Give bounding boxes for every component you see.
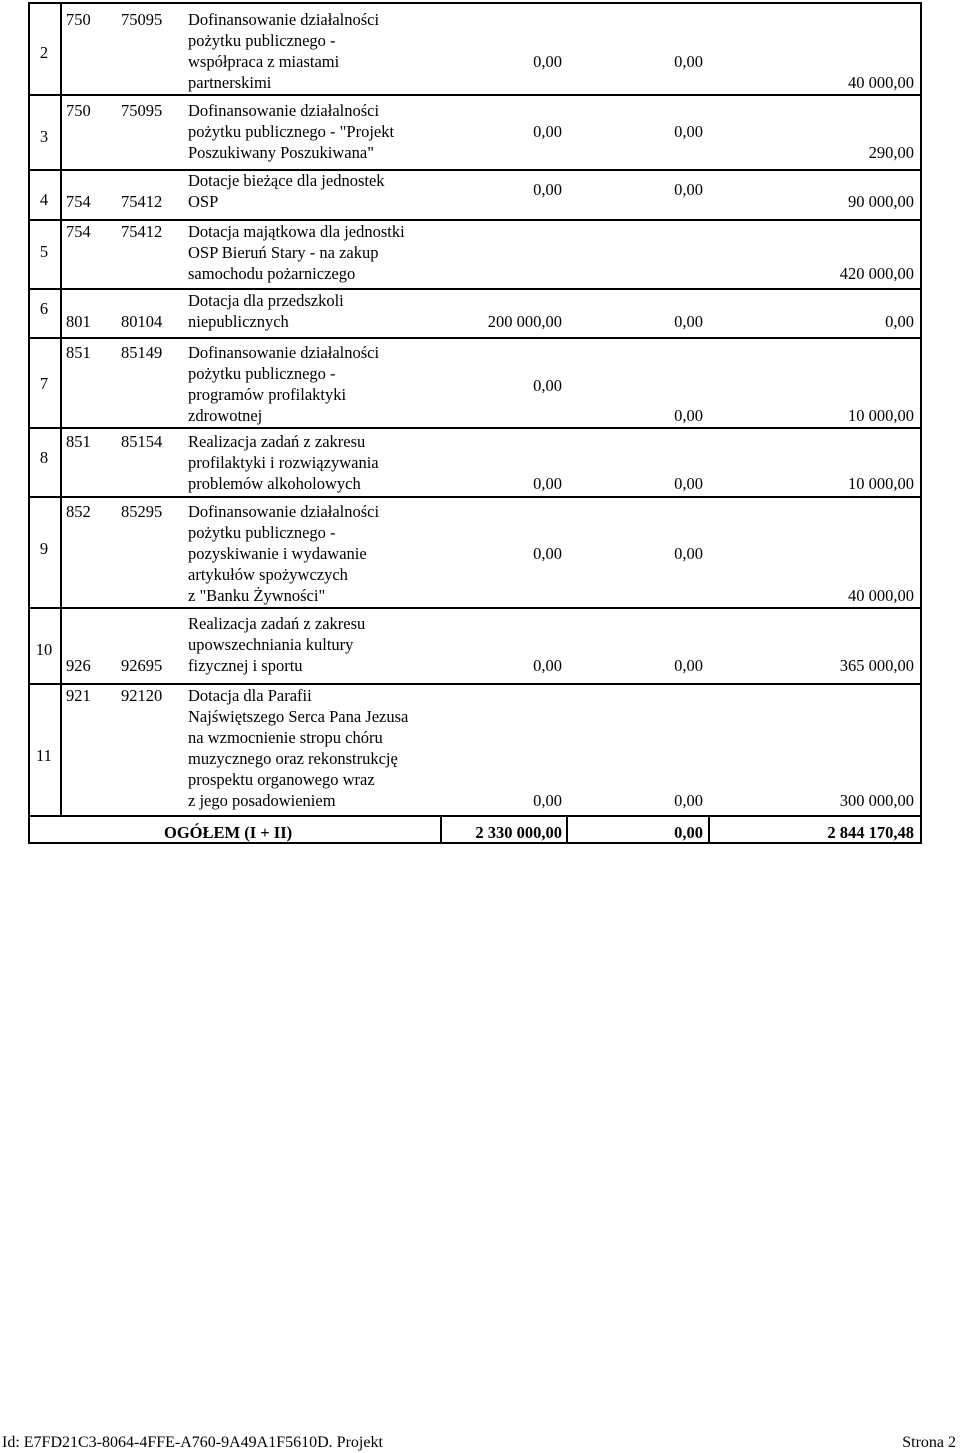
description-line: Dotacja dla przedszkoli (188, 291, 344, 310)
description-line: programów profilaktyki (188, 385, 347, 404)
description-line: z "Banku Żywności" (188, 586, 326, 605)
row-number: 7 (39, 374, 49, 393)
description-line: pożytku publicznego - (188, 31, 336, 50)
row-number: 3 (39, 127, 49, 146)
section-code: 852 (66, 502, 91, 521)
description-line: pożytku publicznego - (188, 523, 336, 542)
chapter-code: 75412 (121, 192, 163, 211)
description-line: prospektu organowego wraz (188, 770, 375, 789)
section-code: 851 (66, 432, 91, 451)
description-line: zdrowotnej (188, 406, 263, 425)
section-code: 754 (66, 192, 91, 211)
description-line: profilaktyki i rozwiązywania (188, 453, 379, 472)
row-number: 6 (39, 299, 49, 318)
row-number: 8 (39, 448, 49, 467)
description-line: problemów alkoholowych (188, 474, 361, 493)
row-number: 9 (39, 539, 49, 558)
description-line: Dotacja majątkowa dla jednostki (188, 222, 405, 241)
value-3: 10 000,00 (848, 474, 914, 493)
description-line: pozyskiwanie i wydawanie (188, 544, 367, 563)
section-code: 851 (66, 343, 91, 362)
description-line: fizycznej i sportu (188, 656, 303, 675)
description-line: pożytku publicznego - "Projekt (188, 122, 395, 141)
total-label: OGÓŁEM (I + II) (164, 823, 293, 842)
value-1: 0,00 (533, 656, 562, 675)
description-line: współpraca z miastami (188, 52, 340, 71)
section-code: 750 (66, 10, 91, 29)
row-number: 11 (36, 746, 52, 765)
value-1: 0,00 (533, 791, 562, 810)
description-line: upowszechniania kultury (188, 635, 354, 654)
section-code: 801 (66, 312, 91, 331)
description-line: Dofinansowanie działalności (188, 10, 380, 29)
value-1: 0,00 (533, 474, 562, 493)
description-line: muzycznego oraz rekonstrukcję (188, 749, 398, 768)
value-3: 300 000,00 (839, 791, 914, 810)
description-line: na wzmocnienie stropu chóru (188, 728, 383, 747)
value-3: 365 000,00 (839, 656, 914, 675)
chapter-code: 85149 (121, 343, 163, 362)
row-border (28, 815, 920, 817)
value-1: 0,00 (533, 52, 562, 71)
value-3: 90 000,00 (848, 192, 914, 211)
chapter-code: 92695 (121, 656, 163, 675)
chapter-code: 80104 (121, 312, 163, 331)
value-3: 0,00 (885, 312, 914, 331)
total-value-2: 0,00 (674, 823, 703, 842)
description-line: samochodu pożarniczego (188, 264, 356, 283)
section-code: 926 (66, 656, 91, 675)
value-2: 0,00 (674, 544, 703, 563)
value-1: 0,00 (533, 544, 562, 563)
value-2: 0,00 (674, 656, 703, 675)
document-id: Id: E7FD21C3-8064-4FFE-A760-9A49A1F5610D. Projekt (2, 1434, 383, 1451)
row-border (28, 427, 920, 429)
description-line: Realizacja zadań z zakresu (188, 432, 366, 451)
chapter-code: 85154 (121, 432, 163, 451)
total-value-1: 2 330 000,00 (475, 823, 562, 842)
description-line: Dofinansowanie działalności (188, 343, 380, 362)
row-border (28, 607, 920, 609)
row-border (28, 337, 920, 339)
section-code: 754 (66, 222, 91, 241)
description-line: Dofinansowanie działalności (188, 502, 380, 521)
row-border (28, 169, 920, 171)
value-3: 420 000,00 (839, 264, 914, 283)
description-line: artykułów spożywczych (188, 565, 348, 584)
value-1: 0,00 (533, 122, 562, 141)
description-line: niepublicznych (188, 312, 289, 331)
value-2: 0,00 (674, 122, 703, 141)
table-right-border (920, 2, 922, 844)
total-value-3: 2 844 170,48 (827, 823, 914, 842)
row-number: 10 (35, 640, 53, 659)
value-2: 0,00 (674, 180, 703, 200)
chapter-code: 75095 (121, 10, 163, 29)
description-line: Realizacja zadań z zakresu (188, 614, 366, 633)
value-2: 0,00 (674, 791, 703, 810)
row-number: 4 (39, 190, 49, 209)
chapter-code: 75095 (121, 101, 163, 120)
description-line: Najświętszego Serca Pana Jezusa (188, 707, 409, 726)
row-border (28, 2, 920, 4)
value-3: 10 000,00 (848, 406, 914, 425)
description-line: z jego posadowieniem (188, 791, 336, 810)
row-border (28, 496, 920, 498)
value-2: 0,00 (674, 474, 703, 493)
description-line: Dotacja dla Parafii (188, 686, 312, 705)
row-number: 5 (39, 242, 49, 261)
description-line: Dotacje bieżące dla jednostek (188, 171, 385, 190)
value-3: 40 000,00 (848, 73, 914, 92)
description-line: pożytku publicznego - (188, 364, 336, 383)
value-3: 40 000,00 (848, 586, 914, 605)
description-line: Dofinansowanie działalności (188, 101, 380, 120)
description-line: partnerskimi (188, 73, 272, 92)
value-2: 0,00 (674, 406, 703, 425)
description-line: OSP Bieruń Stary - na zakup (188, 243, 379, 262)
description-line: Poszukiwany Poszukiwana" (188, 143, 374, 162)
value-1: 0,00 (533, 375, 562, 395)
section-code: 750 (66, 101, 91, 120)
value-3: 290,00 (868, 143, 914, 162)
value-1: 0,00 (533, 180, 562, 200)
row-number: 2 (39, 43, 49, 62)
row-border (28, 288, 920, 290)
value-2: 0,00 (674, 52, 703, 71)
section-code: 921 (66, 686, 91, 705)
chapter-code: 75412 (121, 222, 163, 241)
row-border (28, 94, 920, 96)
value-1: 200 000,00 (487, 312, 562, 331)
chapter-code: 92120 (121, 686, 163, 705)
description-line: OSP (188, 192, 219, 211)
value-2: 0,00 (674, 312, 703, 331)
chapter-code: 85295 (121, 502, 163, 521)
page-number: Strona 2 (902, 1434, 956, 1451)
